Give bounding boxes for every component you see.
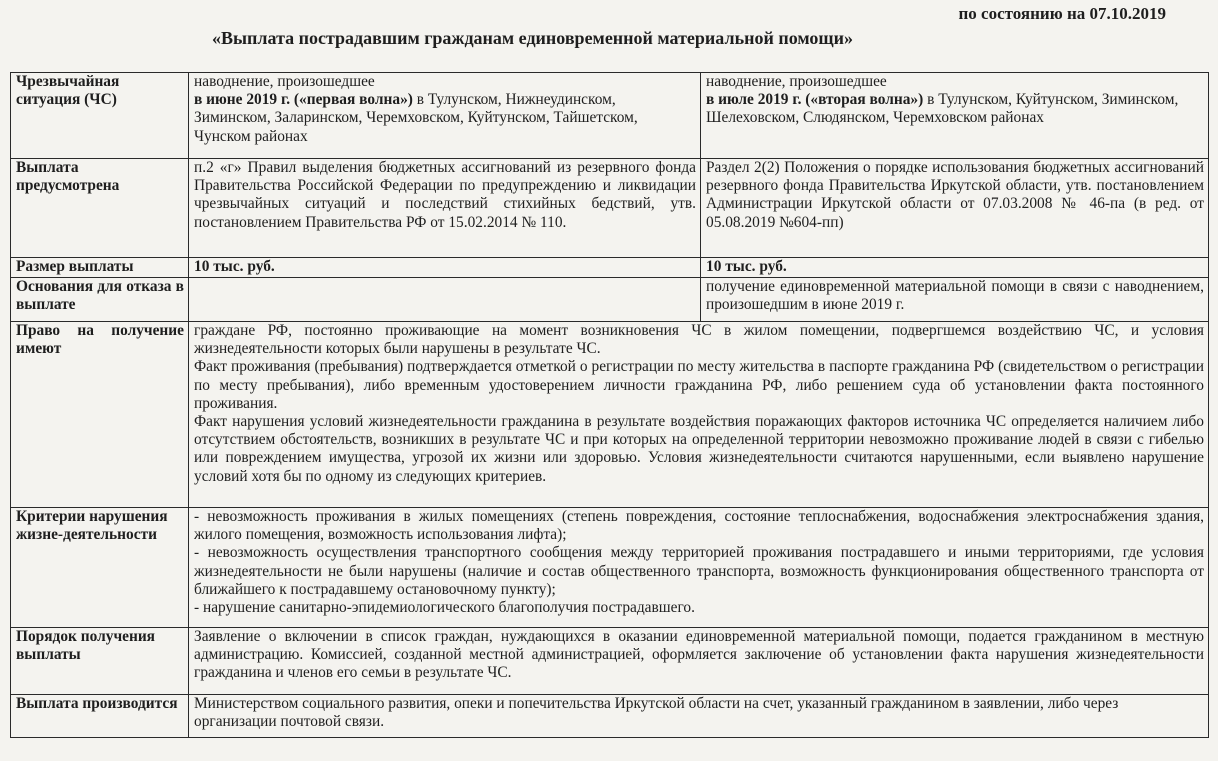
label-provided: Выплата предусмотрена — [11, 159, 189, 258]
emergency-second-date: в июле 2019 г. («вторая волна») — [706, 91, 924, 109]
row-criteria — [11, 508, 1209, 628]
emergency-first-regions: в Тулунском, Нижнеудинском, Зиминском, Заларинском, Черемховском, Куйтунском, Тайшетском, Чунском районах — [194, 91, 638, 145]
amount-second: 10 тыс. руб. — [701, 258, 1209, 278]
payment-text: Министерством социального развития, опеки и попечительства Иркутской области на счет, указанный гражданином в заявлении, либо через организации почтовой связи. — [189, 695, 1209, 738]
emergency-second-line: наводнение, произошедшее — [706, 73, 887, 90]
label-amount: Размер выплаты — [11, 258, 189, 278]
emergency-first-line: наводнение, произошедшее — [194, 73, 375, 90]
provided-federal: п.2 «г» Правил выделения бюджетных ассигнований из резервного фонда Правительства Российской Федерации по предупреждению и ликвидации чрезвычайных ситуаций и последствий стихийных бедствий, утв. постановлением Правительства РФ от 15.02.2014 № 110. — [189, 159, 701, 258]
amount-first: 10 тыс. руб. — [189, 258, 701, 278]
document-title: «Выплата пострадавшим гражданам единовременной материальной помощи» — [212, 28, 853, 48]
label-right: Право на получение имеют — [11, 322, 189, 508]
emergency-first-date: в июне 2019 г. («первая волна») — [194, 91, 413, 109]
refusal-first — [189, 278, 701, 322]
label-procedure: Порядок получения выплаты — [11, 628, 189, 695]
row-right — [11, 322, 1209, 508]
label-criteria: Критерии нарушения жизне-деятельности — [11, 508, 189, 628]
criteria-item: - невозможность проживания в жилых помещениях (степень повреждения, состояние теплоснабжения, водоснабжения электроснабжения здания, жилого помещения, возможность использования лифта); — [194, 508, 1204, 544]
row-provided — [11, 159, 1209, 258]
emergency-second-regions: в Тулунском, Куйтунском, Зиминском, Шелеховском, Слюдянском, Черемховском районах — [706, 91, 1179, 127]
right-paragraph: Факт нарушения условий жизнедеятельности гражданина в результате воздействия поражающих факторов источника ЧС определяется наличием либо отсутствием обстоятельств, возникших в результате ЧС и при которых на определенной территории невозможно проживание людей в связи с гибелью или повреждением имущества, угрозой их жизни или здоровью. Условия жизнедеятельности считаются нарушенными, если выявлено нарушение условий хотя бы по одному из следующих критериев. — [194, 413, 1204, 485]
emergency-second-wave — [701, 73, 1209, 159]
document-date: по состоянию на 07.10.2019 — [958, 4, 1166, 23]
refusal-second: получение единовременной материальной помощи в связи с наводнением, произошедшим в июне 2019 г. — [701, 278, 1209, 322]
row-refusal — [11, 278, 1209, 322]
label-refusal: Основания для отказа в выплате — [11, 278, 189, 322]
right-text — [189, 322, 1209, 508]
label-emergency: Чрезвычайная ситуация (ЧС) — [11, 73, 189, 159]
row-payment — [11, 695, 1209, 738]
procedure-text: Заявление о включении в список граждан, нуждающихся в оказании единовременной материальной помощи, подается гражданином в местную администрацию. Комиссией, созданной местной администрацией, оформляется заключение об установлении факта нарушения жизнедеятельности гражданина и членов его семьи в результате ЧС. — [189, 628, 1209, 695]
provided-regional: Раздел 2(2) Положения о порядке использования бюджетных ассигнований резервного фонда Правительства Иркутской области, утв. постановлением Администрации Иркутской области от 07.03.2008 № 46-па (в ред. от 05.08.2019 №604-пп) — [701, 159, 1209, 258]
label-payment: Выплата производится — [11, 695, 189, 738]
criteria-text — [189, 508, 1209, 628]
row-amount — [11, 258, 1209, 278]
right-paragraph: граждане РФ, постоянно проживающие на момент возникновения ЧС в жилом помещении, подвергшемся воздействию ЧС, и условия жизнедеятельности которых были нарушены в результате ЧС. — [194, 322, 1204, 358]
criteria-item: - нарушение санитарно-эпидемиологического благополучия пострадавшего. — [194, 599, 695, 617]
row-emergency — [11, 73, 1209, 159]
emergency-first-wave — [189, 73, 701, 159]
criteria-item: - невозможность осуществления транспортного сообщения между территорией проживания пострадавшего и иными территориями, где условия жизнедеятельности не были нарушены (наличие и состав общественного транспорта, возможность функционирования общественного транспорта от ближайшего к пострадавшему остановочному пункту); — [194, 544, 1204, 598]
right-paragraph: Факт проживания (пребывания) подтверждается отметкой о регистрации по месту жительства в паспорте гражданина РФ (свидетельством о регистрации по месту пребывания), либо временным удостоверением личности гражданина РФ, либо решением суда об установлении факта постоянного проживания. — [194, 358, 1204, 412]
payment-info-table — [10, 72, 1209, 738]
row-procedure — [11, 628, 1209, 695]
